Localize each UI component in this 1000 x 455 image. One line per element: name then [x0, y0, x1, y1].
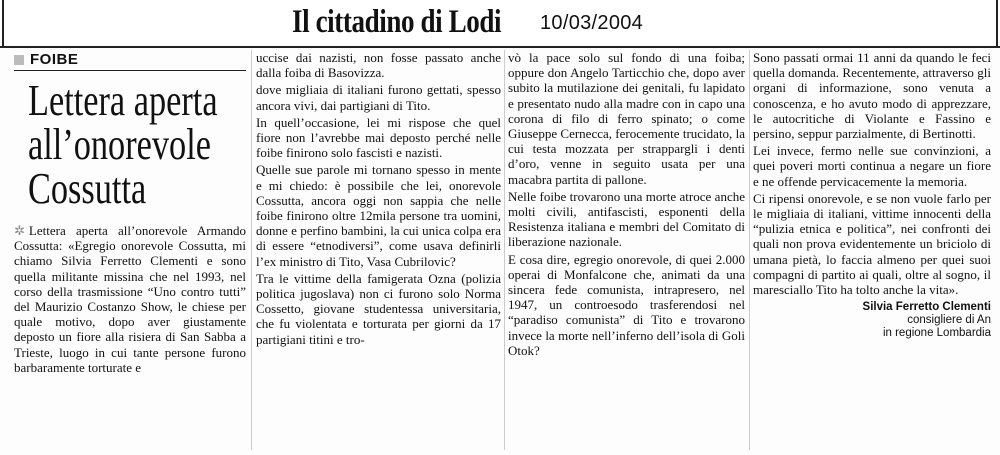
paragraph: Nelle foibe trovarono una morte atroce anche molti civili, antifascisti, esponenti della Resistenza italiana e membri del Comitato di liberazione nazionale. [508, 188, 745, 250]
column-divider [251, 50, 252, 450]
rubric-bar [14, 50, 246, 71]
star-icon: ✲ [14, 223, 25, 238]
paragraph: Quelle sue parole mi tornano spesso in mente e mi chiedo: è possibile che lei, onorevole Cossutta, ancora oggi non sappia che nelle foibe finirono oltre 12mila persone tra uomini, donne e perfino bambini, la cui unica colpa era di essere “etnodiversi”, come usava definirli l’ex ministro di Tito, Vasa Cubrilovic? [256, 162, 501, 269]
paragraph: Lei invece, fermo nelle sue convinzioni, a quei poveri morti continua a negare un fiore e ne offende pervicacemente la memoria. [753, 143, 991, 189]
column-divider [749, 50, 750, 450]
article-column-2 [256, 50, 501, 450]
headline-line: Lettera aperta [28, 76, 218, 125]
paragraph: E cosa dire, egregio onorevole, di quei 2.000 operai di Monfalcone che, animati da una sincera fede comunista, intrapresero, nel 1947, un controesodo trasferendosi nel “paradiso comunista” di Tito e trovarono invece la morte nell’inferno dell’isola di Goli Otok? [508, 251, 745, 358]
rubric-label: FOIBE [30, 51, 79, 69]
signature-place: in regione Lombardia [882, 327, 991, 340]
article-column-3 [508, 50, 745, 450]
masthead-left-rule [2, 0, 4, 46]
headline-line: Cossutta [28, 164, 147, 213]
paragraph: Ci ripensi onorevole, e se non vuole farlo per le migliaia di italiani, vittime innocenti della “pulizia etnica e politica”, nei confronti dei quali non prova evidentemente un briciolo di umana pietà, lo faccia almeno per quei suoi compagni di partito ai quali, oltre al sogno, il maresciallo Tito ha tolto anche la vita». [753, 190, 991, 298]
masthead-right-rule [996, 0, 998, 46]
newspaper-title: Il cittadino di Lodi [292, 4, 502, 40]
signature-name: Silvia Ferretto Clementi [862, 301, 991, 314]
column-divider [504, 50, 505, 450]
signature-role: consigliere di An [907, 314, 991, 327]
rubric-square-icon [14, 55, 24, 65]
lead-paragraph [14, 223, 246, 375]
article-headline [28, 76, 246, 213]
headline-line: all’onorevole [28, 120, 211, 169]
masthead [0, 0, 1000, 48]
paragraph: Tra le vittime della famigerata Ozna (polizia politica jugoslava) non ci furono solo Norma Cossetto, giovane studentessa universitaria, che fu violentata e torturata per giorni da 17 partigiani titini e tro- [256, 270, 501, 347]
lead-text: Lettera aperta all’onorevole Armando Cossutta: «Egregio onorevole Cossutta, mi chiamo Silvia Ferretto Clementi e sono quella militante missina che nel 1993, nel corso della trasmissione “Uno contro tutti” del Maurizio Costanzo Show, le chiese per quale motivo, dopo aver giustamente deposto un fiore alla risiera di San Sabba a Trieste, luogo in cui tante persone furono barbaramente torturate e [14, 223, 246, 375]
paragraph: Sono passati ormai 11 anni da quando le feci quella domanda. Recentemente, attraverso gli organi di informazione, sono venuta a conoscenza, e ho avuto modo di apprezzare, le autocritiche di Violante e Fassino e persino, seppur parzialmente, di Bertinotti. [753, 50, 991, 142]
paragraph: vò la pace solo sul fondo di una foiba; oppure don Angelo Tarticchio che, dopo aver subito la mutilazione dei genitali, fu lapidato e presentato nudo alla madre con in capo una corona di filo di ferro spinato; o come Giuseppe Cernecca, ferocemente trucidato, la cui testa mozzata per strappargli i denti d’oro, venne in seguito usata per una macabra partita di pallone. [508, 50, 745, 187]
article-column-1 [14, 50, 246, 450]
article-column-4 [753, 50, 991, 450]
paragraph: uccise dai nazisti, non fosse passato anche dalla foiba di Basovizza. [256, 50, 501, 81]
paragraph: In quell’occasione, lei mi rispose che quel fiore non l’avrebbe mai deposto perché nelle foibe finirono solo fascisti e nazisti. [256, 114, 501, 161]
publication-date: 10/03/2004 [540, 12, 644, 34]
signature [753, 301, 991, 340]
paragraph: dove migliaia di italiani furono gettati, spesso ancora vivi, dai partigiani di Tito. [256, 82, 501, 113]
